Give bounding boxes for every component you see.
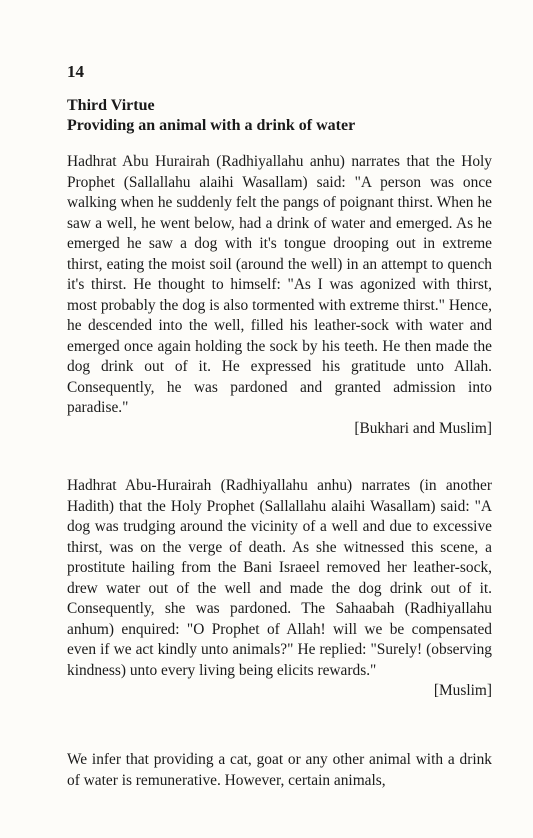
page-number: 14 [67,62,84,81]
paragraph-1 [67,152,492,439]
paragraph-3-text: We infer that providing a cat, goat or any other animal with a drink of water is remunerative. However, certain animals, [67,751,492,789]
heading-title: Third Virtue [67,97,155,114]
paragraph-1-text: Hadhrat Abu Hurairah (Radhiyallahu anhu) narrates that the Holy Prophet (Sallallahu alaihi Wasallam) said: "A person was once walking when he suddenly felt the pangs of poignant thirst. When he saw a well, he went below, had a drink of water and emerged. As he emerged he saw a dog with it's tongue drooping out in extreme thirst, eating the moist soil (around the well) in an attempt to quench it's thirst. He thought to himself: "As I was agonized with thirst, most probably the dog is also tormented with extreme thirst." Hence, he descended into the well, filled his leather-sock with water and emerged once again holding the sock by his teeth. He then made the dog drink out of it. He expressed his gratitude unto Allah. Consequently, he was pardoned and granted admission into paradise." [67,153,492,416]
paragraph-2 [67,476,492,702]
paragraph-1-citation: [Bukhari and Muslim] [354,419,492,437]
heading-subtitle: Providing an animal with a drink of water [67,117,356,134]
paragraph-3 [67,750,492,791]
paragraph-2-text: Hadhrat Abu-Hurairah (Radhiyallahu anhu) narrates (in another Hadith) that the Holy Prophet (Sallallahu alaihi Wasallam) said: "A dog was trudging around the vicinity of a well and due to excessive thirst, was on the verge of death. As she witnessed this scene, a prostitute hailing from the Bani Israeel removed her leather-sock, drew water out of the well and made the dog drink out of it. Consequently, she was pardoned. The Sahaabah (Radhiyallahu anhum) enquired: "O Prophet of Allah! will we be compensated even if we act kindly unto animals?" He replied: "Surely! (observing kindness) unto every living being elicits rewards." [67,477,492,679]
paragraph-2-citation: [Muslim] [433,682,492,699]
section-heading [67,96,487,136]
